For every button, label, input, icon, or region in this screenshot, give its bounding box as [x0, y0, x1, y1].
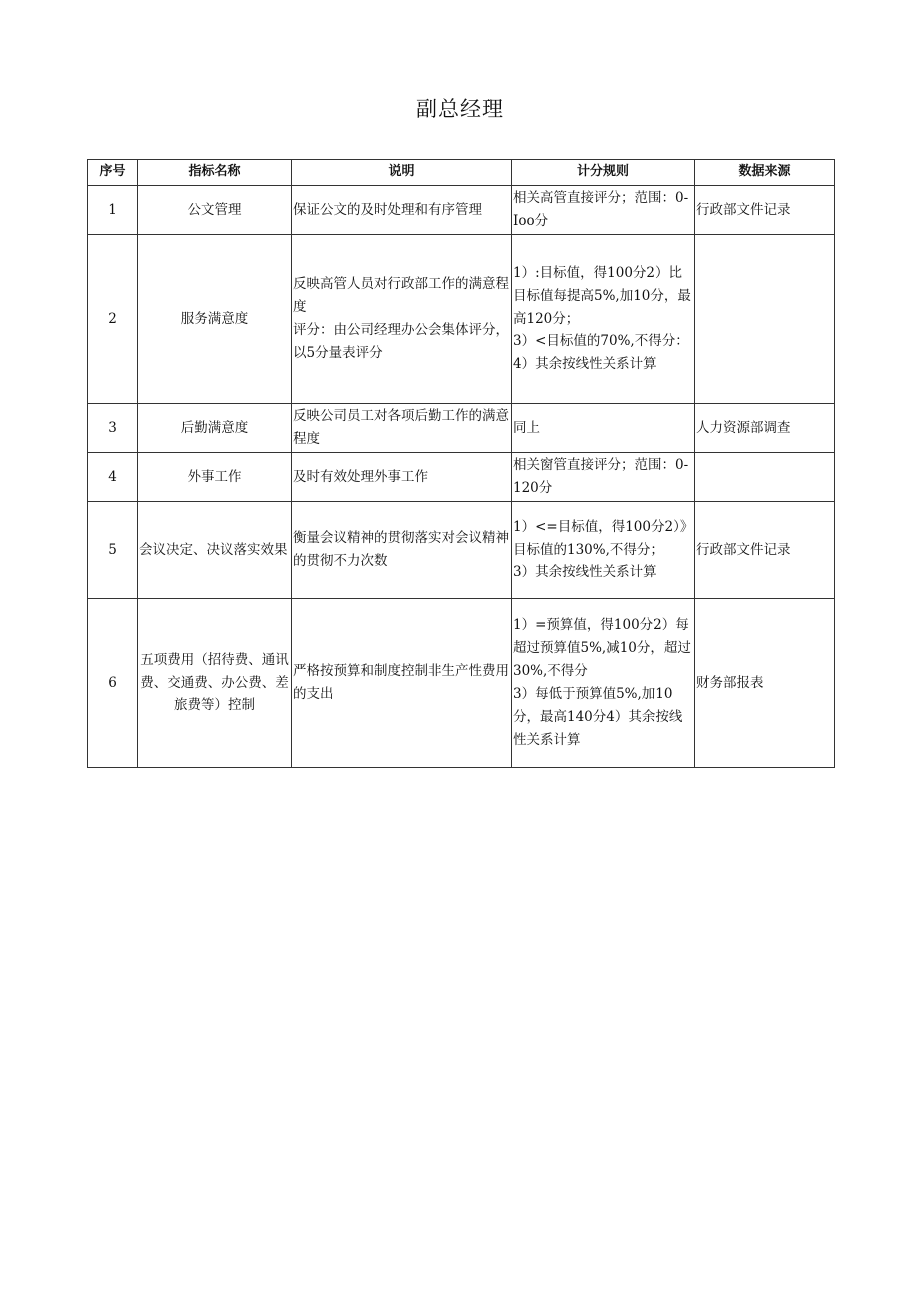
row-source: 行政部文件记录: [695, 186, 835, 235]
row-rule: 1）<=目标值，得100分2）》目标值的130%,不得分； 3）其余按线性关系计算: [512, 502, 695, 599]
row-rule: 1）=预算值，得100分2）每超过预算值5%,减10分，超过30%,不得分 3）每低于预算值5%,加10分，最高140分4）其余按线性关系计算: [512, 599, 695, 768]
row-name: 服务满意度: [138, 235, 292, 404]
row-no: 5: [88, 502, 138, 599]
header-desc: 说明: [292, 160, 512, 186]
row-source: [695, 235, 835, 404]
row-name: 会议决定、决议落实效果: [138, 502, 292, 599]
header-source: 数据来源: [695, 160, 835, 186]
row-desc: 保证公文的及时处理和有序管理: [292, 186, 512, 235]
table-row: [88, 235, 835, 404]
row-name: 五项费用（招待费、通讯费、交通费、办公费、差旅费等）控制: [138, 599, 292, 768]
row-rule: 同上: [512, 404, 695, 453]
row-no: 2: [88, 235, 138, 404]
row-source: 人力资源部调查: [695, 404, 835, 453]
row-no: 4: [88, 453, 138, 502]
row-source: [695, 453, 835, 502]
row-name: 公文管理: [138, 186, 292, 235]
header-no: 序号: [88, 160, 138, 186]
row-rule: 相关高管直接评分；范围：0-Ioo分: [512, 186, 695, 235]
table-row: [88, 599, 835, 768]
row-desc: 及时有效处理外事工作: [292, 453, 512, 502]
row-rule: 相关窗管直接评分；范围：0-120分: [512, 453, 695, 502]
row-source: 财务部报表: [695, 599, 835, 768]
table-row: [88, 502, 835, 599]
row-desc: 反映高管人员对行政部工作的满意程度 评分：由公司经理办公会集体评分，以5分量表评分: [292, 235, 512, 404]
row-name: 外事工作: [138, 453, 292, 502]
header-rule: 计分规则: [512, 160, 695, 186]
table-row: [88, 186, 835, 235]
row-name: 后勤满意度: [138, 404, 292, 453]
table-header-row: [88, 160, 835, 186]
row-desc: 反映公司员工对各项后勤工作的满意程度: [292, 404, 512, 453]
row-desc: 严格按预算和制度控制非生产性费用的支出: [292, 599, 512, 768]
page-title: 副总经理: [416, 97, 504, 121]
kpi-table: [87, 159, 835, 768]
row-desc: 衡量会议精神的贯彻落实对会议精神的贯彻不力次数: [292, 502, 512, 599]
table-row: [88, 453, 835, 502]
row-no: 6: [88, 599, 138, 768]
header-name: 指标名称: [138, 160, 292, 186]
row-rule: 1）:目标值，得100分2）比目标值每提高5%,加10分，最高120分； 3）<目标值的70%,不得分： 4）其余按线性关系计算: [512, 235, 695, 404]
table-row: [88, 404, 835, 453]
row-no: 3: [88, 404, 138, 453]
row-source: 行政部文件记录: [695, 502, 835, 599]
row-no: 1: [88, 186, 138, 235]
